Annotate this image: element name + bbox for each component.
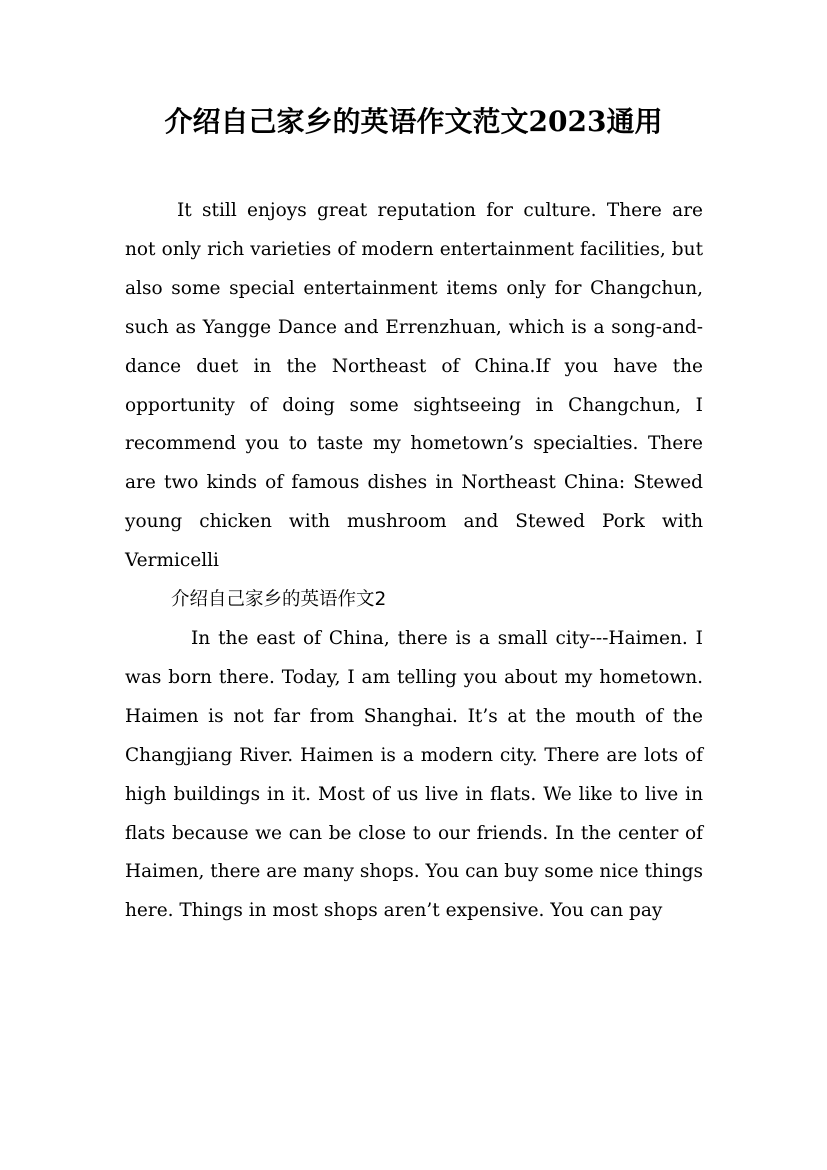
paragraph-hometown-changchun: It still enjoys great reputation for culture. There are not only rich varieties of modern entertainment facilities, but also some special entertainment items only for Changchun, such as Yangge Dance and Errenzhuan, which is a song-and-dance duet in the Northeast of China.If you have the opportunity of doing some sightseeing in Changchun, I recommend you to taste my hometown’s specialties. There are two kinds of famous dishes in Northeast China: Stewed young chicken with mushroom and Stewed Pork with Vermicelli	[125, 200, 703, 572]
section-heading: 介绍自己家乡的英语作文2	[171, 589, 387, 611]
document-title: 介绍自己家乡的英语作文范文2023通用	[164, 105, 663, 138]
document-body	[125, 192, 703, 931]
paragraph-hometown-haimen: In the east of China, there is a small city---Haimen. I was born there. Today, I am telling you about my hometown. Haimen is not far from Shanghai. It’s at the mouth of the Changjiang River. Haimen is a modern city. There are lots of high buildings in it. Most of us live in flats. We like to live in flats because we can be close to our friends. In the center of Haimen, there are many shops. You can buy some nice things here. Things in most shops aren’t expensive. You can pay	[125, 627, 703, 922]
